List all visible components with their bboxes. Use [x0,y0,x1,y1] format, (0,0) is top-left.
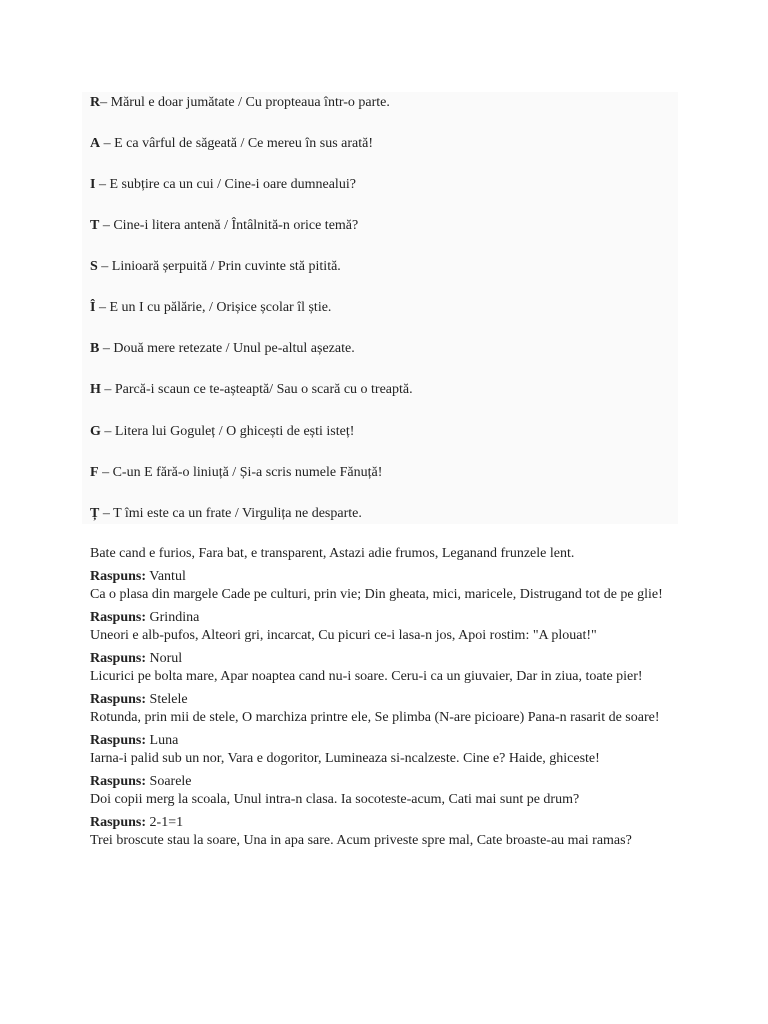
letter-key: F [90,465,99,480]
letter-riddle-t [90,217,358,235]
answer-value: Soarele [146,774,192,789]
letter-riddle-text: – Litera lui Goguleț / O ghicești de ești isteț! [100,424,355,439]
letter-riddle-text: – E un I cu pălărie, / Orișice școlar îl știe. [95,300,332,315]
riddle-answer [90,645,690,668]
letter-key: Î [90,300,96,315]
letter-riddle-t-comma [90,505,362,523]
letter-riddle-s [90,258,341,276]
answer-value: Norul [146,651,183,666]
letter-riddle-text: – Cine-i litera antenă / Întâlnită-n orice temă? [99,218,359,233]
letter-riddle-h [90,381,413,399]
letter-riddle-f [90,464,382,482]
answer-label: Raspuns: [90,774,147,789]
letter-key: B [90,341,100,356]
answer-value: 2-1=1 [146,815,184,830]
answer-label: Raspuns: [90,815,147,830]
answer-value: Vantul [146,569,186,584]
letter-riddle-text: – E subțire ca un cui / Cine-i oare dumnealui? [95,177,356,192]
riddle-question: Rotunda, prin mii de stele, O marchiza printre ele, Se plimba (N-are picioare) Pana-n rasarit de soare! [90,710,660,725]
answer-label: Raspuns: [90,651,147,666]
riddle-question: Ca o plasa din margele Cade pe culturi, prin vie; Din gheata, mici, maricele, Distrugand tot de pe glie! [90,587,663,602]
riddle-question: Trei broscute stau la soare, Una in apa sare. Acum priveste spre mal, Cate broaste-au mai ramas? [90,833,632,848]
riddle-answer [90,768,690,791]
letter-key: H [90,382,101,397]
riddle-answer [90,809,690,832]
letter-riddle-g [90,423,354,441]
answer-label: Raspuns: [90,610,147,625]
answer-label: Raspuns: [90,733,147,748]
letter-riddle-r [90,94,390,112]
letter-riddle-i [90,176,356,194]
letter-riddle-text: – E ca vârful de săgeată / Ce mereu în sus arată! [100,136,374,151]
letter-riddle-b [90,340,355,358]
letter-riddle-text: – Mărul e doar jumătate / Cu propteaua într-o parte. [100,95,390,110]
letter-key: T [90,218,100,233]
letter-riddle-a [90,135,373,153]
letter-key: I [90,177,96,192]
riddles-section [90,545,690,850]
riddle-question: Bate cand e furios, Fara bat, e transparent, Astazi adie frumos, Leganand frunzele lent. [90,546,575,561]
letter-riddle-text: – Două mere retezate / Unul pe-altul așezate. [99,341,355,356]
riddle-question: Doi copii merg la scoala, Unul intra-n clasa. Ia socoteste-acum, Cati mai sunt pe drum? [90,792,580,807]
riddle-answer [90,604,690,627]
letter-key: R [90,95,101,110]
answer-value: Stelele [146,692,188,707]
riddle-answer [90,727,690,750]
riddle-question: Licurici pe bolta mare, Apar noaptea cand nu-i soare. Ceru-i ca un giuvaier, Dar in ziua, toate pier! [90,669,643,684]
letter-riddle-i-circumflex [90,299,331,317]
letter-riddle-text: – Parcă-i scaun ce te-așteaptă/ Sau o scară cu o treaptă. [100,382,413,397]
letter-riddle-text: – T îmi este ca un frate / Virgulița ne desparte. [99,506,362,521]
answer-value: Luna [146,733,179,748]
riddle-answer [90,568,690,586]
answer-value: Grindina [146,610,200,625]
letter-key: G [90,424,101,439]
answer-label: Raspuns: [90,569,147,584]
letter-key: A [90,136,101,151]
letter-riddle-text: – Linioară șerpuită / Prin cuvinte stă pitită. [97,259,341,274]
answer-label: Raspuns: [90,692,147,707]
letter-key: Ț [90,506,100,521]
riddle-answer [90,686,690,709]
riddle-question: Iarna-i palid sub un nor, Vara e dogoritor, Lumineaza si-ncalzeste. Cine e? Haide, ghiceste! [90,751,600,766]
letter-key: S [90,259,98,274]
letter-riddle-text: – C-un E fără-o liniuță / Și-a scris numele Fănuță! [98,465,383,480]
riddle-question: Uneori e alb-pufos, Alteori gri, incarcat, Cu picuri ce-i lasa-n jos, Apoi rostim: "A plouat!" [90,628,597,643]
